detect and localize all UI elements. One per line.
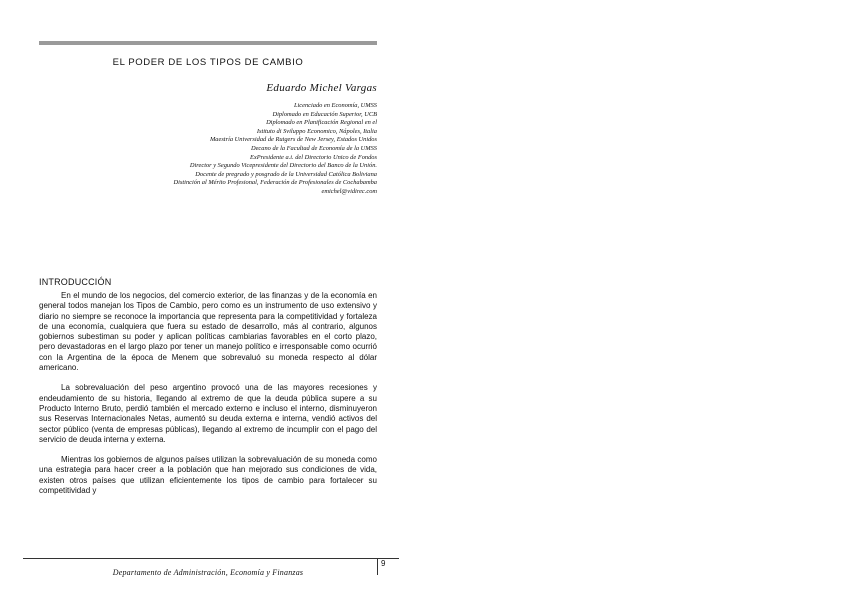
- paragraph: En el mundo de los negocios, del comercio exterior, de las finanzas y de la economía en general todos manejan los Tipos de Cambio, pero como es un instrumento de uso extensivo y diario no siempre se reconoce la importancia que representa para la competitividad y fortaleza de una economía, cualquiera que fuera su estado de desarrollo, más al contrario, algunos gobiernos subestiman su poder y aplican políticas cambiarias favorables en el corto plazo, pero devastadoras en el largo plazo por tener un manejo político e irresponsable como ocurrió con la Argentina de la época de Menem que sobrevaluó su moneda respecto al dólar americano.: [39, 291, 377, 373]
- credential-line: Istituto di Sviluppo Economico, Nápoles, Italia: [256, 127, 377, 135]
- credential-line: Diplomado en Planificación Regional en el: [266, 119, 377, 127]
- page-number: 9: [377, 558, 399, 575]
- paragraph: Mientras los gobiernos de algunos países utilizan la sobrevaluación de su moneda como una estrategia para hacer creer a la población que han mejorado sus condiciones de vida, existen otros países que utilizan eficientemente los tipos de cambio para fortalecer su competitividad y: [39, 455, 377, 496]
- section-heading: INTRODUCCIÓN: [39, 277, 112, 287]
- credential-line: Docente de pregrado y posgrado de la Universidad Católica Boliviana: [195, 170, 377, 178]
- body-text: [39, 291, 377, 506]
- bottom-rule: [23, 558, 399, 559]
- credential-line: Diplomado en Educación Superior, UCB: [272, 110, 377, 118]
- footer-text: Departamento de Administración, Economía y Finanzas: [112, 568, 304, 577]
- author-name: Eduardo Michel Vargas: [266, 82, 377, 94]
- credential-line: Maestría Universidad de Rutgers de New Jersey, Estados Unidos: [209, 136, 377, 144]
- credential-line: Licenciado en Economía, UMSS: [293, 102, 377, 109]
- credential-line: Decano de la Facultad de Economía de la UMSS: [250, 144, 377, 152]
- top-rule: [39, 41, 377, 45]
- credential-line: ExPresidente a.i. del Directorio Unico de Fondos: [250, 153, 377, 161]
- credential-line: Director y Segundo Vicepresidente del Directorio del Banco de la Unión.: [189, 162, 377, 170]
- document-title: EL PODER DE LOS TIPOS DE CAMBIO: [112, 57, 304, 68]
- author-email: emichel@vidirec.com: [321, 187, 377, 195]
- author-credentials: [39, 102, 377, 197]
- paragraph: La sobrevaluación del peso argentino provocó una de las mayores recesiones y endeudamiento de su historia, llegando al extremo de que la deuda pública supere a su Producto Interno Bruto, perdió también el mercado externo e incluso el interno, disminuyeron sus Reservas Internacionales Netas, aumentó su deuda externa e interna, vendió activos del sector público (venta de empresas públicas), llegando al extremo de incumplir con el pago del servicio de deuda interna y externa.: [39, 383, 377, 444]
- credential-line: Distinción al Mérito Profesional, Federación de Profesionales de Cochabamba: [173, 179, 377, 187]
